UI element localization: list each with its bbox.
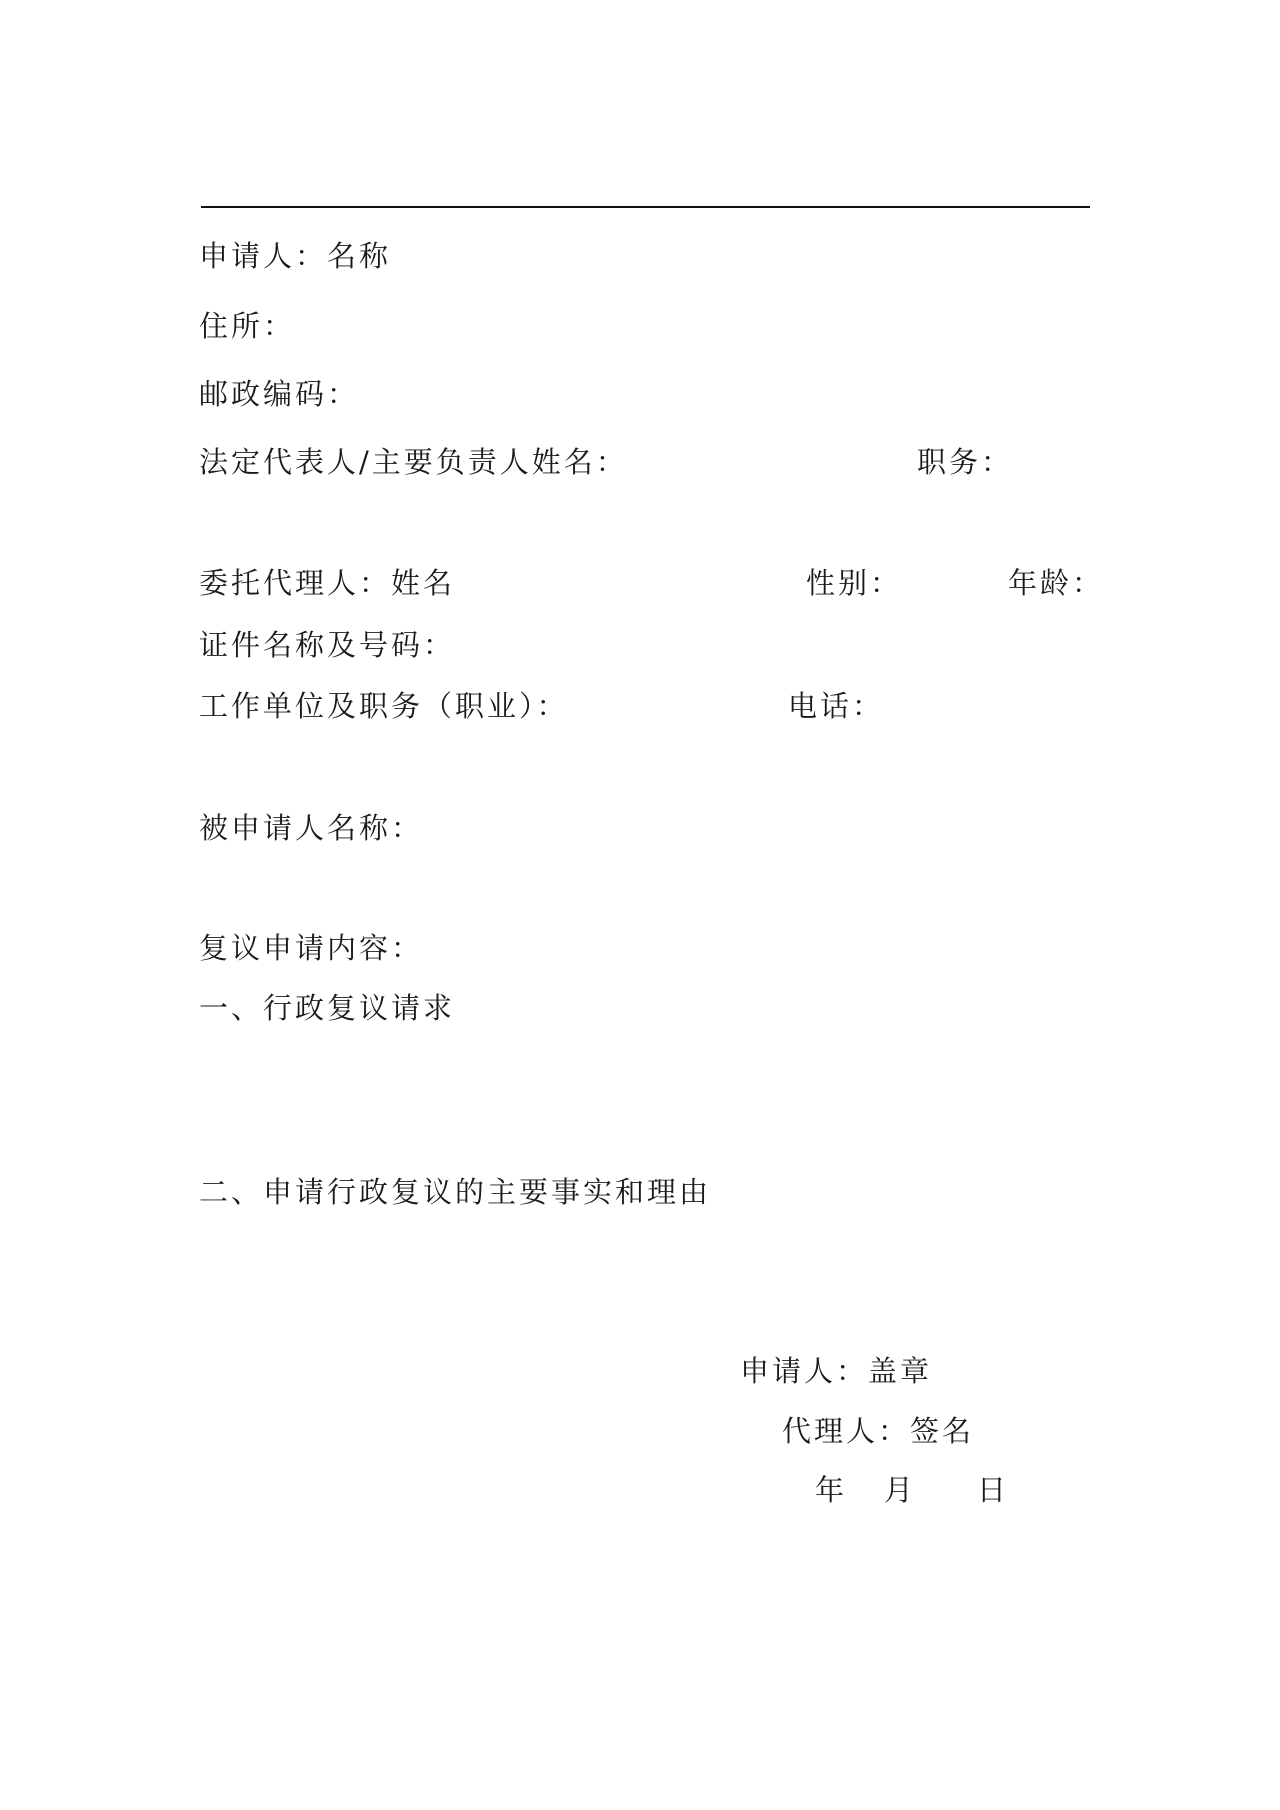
agent-phone-label: 电话： [788,689,885,723]
date-month-label: 月 [884,1473,917,1507]
applicant-seal-label: 申请人：盖章 [740,1354,933,1388]
date-year-label: 年 [815,1473,848,1507]
agent-age-label: 年龄： [1008,566,1105,600]
content-heading: 复议申请内容： [199,931,424,965]
agent-name-label: 委托代理人：姓名 [199,566,456,600]
agent-work-label: 工作单位及职务（职业）： [199,689,569,723]
position-label: 职务： [917,445,1014,479]
top-divider [201,206,1090,208]
date-day-label: 日 [977,1473,1010,1507]
agent-gender-label: 性别： [806,566,903,600]
section-two-heading: 二、申请行政复议的主要事实和理由 [199,1175,712,1209]
agent-id-label: 证件名称及号码： [199,628,456,662]
applicant-postcode-label: 邮政编码： [199,377,360,411]
applicant-name-label: 申请人：名称 [199,239,392,273]
respondent-name-label: 被申请人名称： [199,811,424,845]
applicant-address-label: 住所： [199,309,296,343]
agent-sign-label: 代理人：签名 [782,1414,975,1448]
section-one-heading: 一、行政复议请求 [199,991,456,1025]
legal-representative-label: 法定代表人/主要负责人姓名： [199,445,628,479]
